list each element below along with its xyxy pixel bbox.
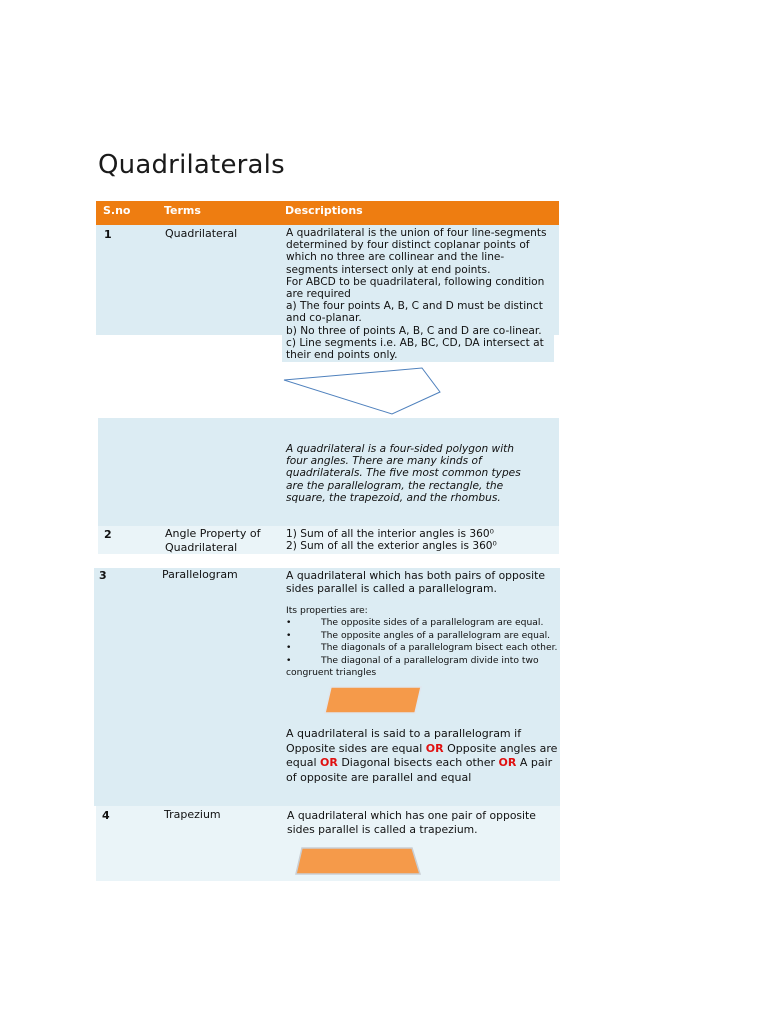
property-item: • The opposite angles of a parallelogram are equal. bbox=[286, 630, 558, 642]
condition-text: Opposite sides are equal bbox=[286, 741, 426, 755]
row1-term: Quadrilateral bbox=[165, 227, 238, 240]
row3-sno: 3 bbox=[99, 569, 107, 582]
properties-list bbox=[286, 617, 558, 667]
row2-description bbox=[286, 528, 556, 552]
desc-line: their end points only. bbox=[286, 349, 398, 362]
italic-line: quadrilaterals. The five most common types bbox=[286, 467, 521, 480]
desc-line: 2) Sum of all the exterior angles is 360⁰ bbox=[286, 540, 497, 553]
row1-sno: 1 bbox=[104, 228, 112, 241]
row2-term bbox=[165, 527, 260, 555]
condition-line: A quadrilateral is said to a parallelogram if bbox=[286, 727, 522, 740]
page-title: Quadrilaterals bbox=[98, 150, 285, 180]
desc-line: sides parallel is called a parallelogram. bbox=[286, 582, 497, 595]
property-item: • The diagonal of a parallelogram divide into two bbox=[286, 655, 558, 667]
properties-tail: congruent triangles bbox=[286, 667, 377, 679]
header-sno: S.no bbox=[103, 204, 131, 217]
row3-description bbox=[286, 569, 558, 595]
italic-line: are the parallelogram, the rectangle, the bbox=[286, 479, 504, 492]
desc-line: A quadrilateral which has one pair of opposite bbox=[287, 809, 536, 822]
desc-line: A quadrilateral which has both pairs of opposite bbox=[286, 569, 545, 582]
row3-term: Parallelogram bbox=[162, 568, 238, 581]
desc-line: are required bbox=[286, 288, 351, 301]
header-descriptions: Descriptions bbox=[285, 204, 363, 217]
term-line: Angle Property of bbox=[165, 527, 261, 540]
desc-line: and co-planar. bbox=[286, 312, 362, 325]
desc-line: determined by four distinct coplanar points of bbox=[286, 239, 530, 252]
desc-line: segments intersect only at end points. bbox=[286, 263, 491, 276]
trapezium-figure bbox=[292, 846, 424, 878]
parallelogram-figure bbox=[324, 685, 424, 715]
italic-line: four angles. There are many kinds of bbox=[286, 455, 482, 468]
condition-text: Opposite angles are bbox=[443, 741, 558, 755]
row1-italic-text bbox=[286, 443, 556, 504]
desc-line: b) No three of points A, B, C and D are co-linear. bbox=[286, 324, 542, 337]
condition-text: equal bbox=[286, 756, 321, 770]
properties-title: Its properties are: bbox=[286, 605, 368, 616]
row4-term: Trapezium bbox=[164, 808, 221, 821]
header-terms: Terms bbox=[164, 204, 201, 217]
desc-line: A quadrilateral is the union of four line-segments bbox=[286, 227, 547, 239]
property-item: • The diagonals of a parallelogram bisect each other. bbox=[286, 642, 558, 654]
row4-sno: 4 bbox=[102, 809, 110, 822]
quadrilateral-figure bbox=[280, 362, 450, 422]
row4-description bbox=[287, 809, 559, 837]
condition-line bbox=[286, 742, 560, 757]
desc-line: a) The four points A, B, C and D must be distinct bbox=[286, 300, 543, 313]
desc-line: sides parallel is called a trapezium. bbox=[287, 822, 478, 836]
property-item: • The opposite sides of a parallelogram are equal. bbox=[286, 617, 558, 629]
row1-description bbox=[286, 227, 561, 361]
desc-line: For ABCD to be quadrilateral, following condition bbox=[286, 275, 545, 288]
desc-line: which no three are collinear and the line- bbox=[286, 251, 505, 264]
or-label: OR bbox=[320, 756, 338, 770]
italic-line: square, the trapezoid, and the rhombus. bbox=[286, 491, 501, 504]
condition-text: Diagonal bisects each other bbox=[337, 756, 499, 770]
condition-line: of opposite are parallel and equal bbox=[286, 770, 472, 784]
table-header bbox=[96, 201, 559, 225]
or-label: OR bbox=[498, 756, 517, 770]
row2-sno: 2 bbox=[104, 528, 112, 541]
condition-text: A pair bbox=[516, 756, 553, 770]
term-line: Quadrilateral bbox=[165, 541, 238, 554]
row3-properties bbox=[286, 605, 558, 679]
desc-line: 1) Sum of all the interior angles is 360⁰ bbox=[286, 528, 494, 540]
row3-conditions bbox=[286, 727, 560, 785]
desc-line: c) Line segments i.e. AB, BC, CD, DA intersect at bbox=[286, 336, 544, 349]
or-label: OR bbox=[425, 741, 444, 755]
italic-line: A quadrilateral is a four-sided polygon with bbox=[286, 443, 515, 455]
condition-line bbox=[286, 756, 560, 771]
